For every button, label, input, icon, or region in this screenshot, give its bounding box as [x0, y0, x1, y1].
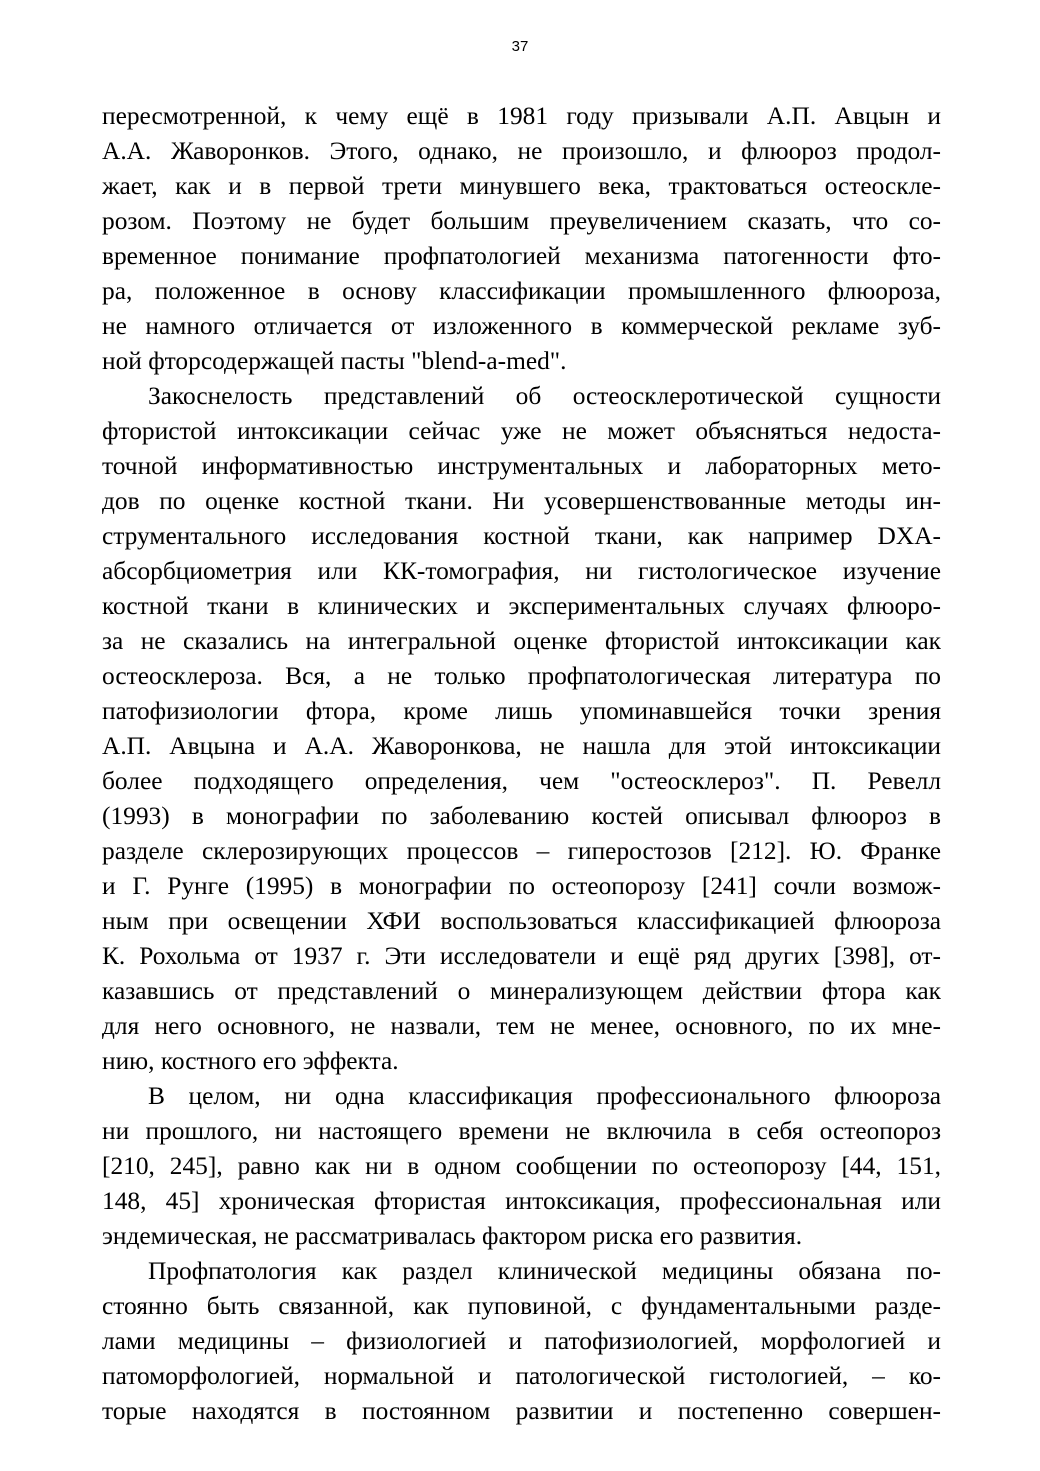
text-line: временное понимание профпатологией механизма патогенности фто-: [102, 242, 941, 270]
text-line: более подходящего определения, чем "остеосклероз". П. Ревелл: [102, 767, 941, 795]
text-line: остеосклероза. Вся, а не только профпатологическая литература по: [102, 662, 941, 690]
text-line: стоянно быть связанной, как пуповиной, с фундаментальными разде-: [102, 1292, 941, 1320]
text-line: розом. Поэтому не будет большим преувеличением сказать, что со-: [102, 207, 941, 235]
text-line: лами медицины – физиологией и патофизиологией, морфологией и: [102, 1327, 941, 1355]
text-line: эндемическая, не рассматривалась фактором риска его развития.: [102, 1222, 803, 1250]
text-body: [102, 99, 941, 1429]
text-line: дов по оценке костной ткани. Ни усовершенствованные методы ин-: [102, 487, 941, 515]
paragraph: [102, 1254, 941, 1429]
paragraph: [102, 379, 941, 1079]
text-line: струментального исследования костной ткани, как например DXA-: [102, 522, 941, 550]
text-line: Закоснелость представлений об остеосклеротической сущности: [148, 382, 941, 410]
paragraph: [102, 1079, 941, 1254]
text-line: А.А. Жаворонков. Этого, однако, не произошло, и флюороз продол-: [102, 137, 941, 165]
text-line: патофизиологии фтора, кроме лишь упоминавшейся точки зрения: [102, 697, 941, 725]
text-line: разделе склерозирующих процессов – гиперостозов [212]. Ю. Франке: [102, 837, 941, 865]
page-number: 37: [511, 38, 529, 55]
text-line: не намного отличается от изложенного в коммерческой рекламе зуб-: [102, 312, 941, 340]
text-line: абсорбциометрия или КК-томография, ни гистологическое изучение: [102, 557, 941, 585]
text-line: фтористой интоксикации сейчас уже не может объясняться недоста-: [102, 417, 941, 445]
text-line: костной ткани в клинических и экспериментальных случаях флюоро-: [102, 592, 941, 620]
text-line: пересмотренной, к чему ещё в 1981 году призывали А.П. Авцын и: [102, 102, 941, 130]
text-line: ра, положенное в основу классификации промышленного флюороза,: [102, 277, 941, 305]
text-line: казавшись от представлений о минерализующем действии фтора как: [102, 977, 941, 1005]
text-line: патоморфологией, нормальной и патологической гистологией, – ко-: [102, 1362, 941, 1390]
text-line: ни прошлого, ни настоящего времени не включила в себя остеопороз: [102, 1117, 941, 1145]
text-line: и Г. Рунге (1995) в монографии по остеопорозу [241] сочли возмож-: [102, 872, 941, 900]
text-line: ной фторсодержащей пасты "blend-a-med".: [102, 347, 567, 375]
text-line: точной информативностью инструментальных и лабораторных мето-: [102, 452, 941, 480]
text-line: К. Рохольма от 1937 г. Эти исследователи и ещё ряд других [398], от-: [102, 942, 941, 970]
text-line: нию, костного его эффекта.: [102, 1047, 399, 1075]
text-line: торые находятся в постоянном развитии и постепенно совершен-: [102, 1397, 941, 1425]
text-line: В целом, ни одна классификация профессионального флюороза: [148, 1082, 941, 1110]
text-line: [210, 245], равно как ни в одном сообщении по остеопорозу [44, 151,: [102, 1152, 941, 1180]
paragraph: [102, 99, 941, 379]
text-line: А.П. Авцына и А.А. Жаворонкова, не нашла для этой интоксикации: [102, 732, 941, 760]
text-line: (1993) в монографии по заболеванию костей описывал флюороз в: [102, 802, 941, 830]
text-line: 148, 45] хроническая фтористая интоксикация, профессиональная или: [102, 1187, 941, 1215]
text-line: ным при освещении ХФИ воспользоваться классификацией флюороза: [102, 907, 941, 935]
text-line: жает, как и в первой трети минувшего века, трактоваться остеоскле-: [102, 172, 941, 200]
text-line: Профпатология как раздел клинической медицины обязана по-: [148, 1257, 941, 1285]
text-line: для него основного, не назвали, тем не менее, основного, по их мне-: [102, 1012, 941, 1040]
text-line: за не сказались на интегральной оценке фтористой интоксикации как: [102, 627, 941, 655]
